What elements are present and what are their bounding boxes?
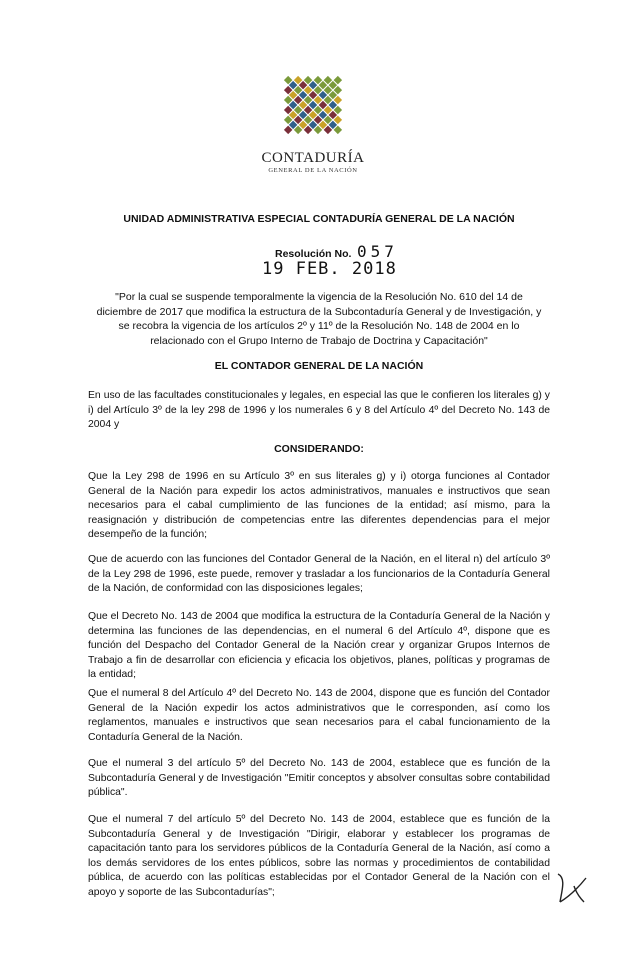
contaduria-logo: [258, 62, 368, 182]
considering-paragraph: Que la Ley 298 de 1996 en su Artículo 3º en sus literales g) y i) otorga funciones al Contador General de la Nación para expedir los actos administrativos, manuales e instructivos que sean necesarios para el cabal cumplimiento de las funciones de la entidad; así mismo, para la reasignación y distribución de competencias entre las diferentes dependencias para el mejor desempeño de la función;: [88, 471, 550, 541]
considering-paragraph: Que el numeral 3 del artículo 5º del Decreto No. 143 de 2004, establece que es función de la Subcontaduría General y de Investigación "Emitir conceptos y absolver consultas sobre contabilidad pública".: [88, 758, 550, 799]
resolution-date-stamp: 19 FEB. 2018: [262, 259, 397, 279]
signatory-heading: EL CONTADOR GENERAL DE LA NACIÓN: [214, 360, 424, 372]
considering-paragraph: Que el numeral 8 del Artículo 4º del Decreto No. 143 de 2004, dispone que es función del Contador General de la Nación expedir los actos administrativos que le corresponden, así como los reglamentos, manuales e instructivos que sean necesarios para el cabal funcionamiento de la Contaduría General de la Nación.: [88, 688, 550, 743]
resolution-summary: "Por la cual se suspende temporalmente la vigencia de la Resolución No. 610 del 14 de diciembre de 2017 que modifica la estructura de la Subcontaduría General y de Investigación, y se recobra la vigencia de los artículos 2º y 11º de la Resolución No. 148 de 2004 en lo relacionado con el Grupo Interno de Trabajo de Doctrina y Capacitación": [96, 291, 542, 347]
resolution-number: 057: [357, 242, 398, 261]
considering-paragraph: Que el numeral 7 del artículo 5º del Decreto No. 143 de 2004, establece que es función de la Subcontaduría General y de Investigación "Dirigir, elaborar y establecer los programas de capacitación tanto para los servidores públicos de la Contaduría General de la Nación, así como a los demás servidores de los entes públicos, sobre las normas y procedimientos de contabilidad pública, de acuerdo con las políticas establecidas por el Contador General de la Nación con el apoyo y soporte de las Subcontadurías";: [88, 814, 550, 898]
resolution-label: Resolución No.: [275, 248, 352, 260]
considering-heading: CONSIDERANDO:: [274, 443, 364, 455]
entity-heading: UNIDAD ADMINISTRATIVA ESPECIAL CONTADURÍA GENERAL DE LA NACIÓN: [123, 213, 515, 225]
preamble: En uso de las facultades constitucionales y legales, en especial las que le confieren los literales g) y i) del Artículo 3º de la ley 298 de 1996 y los numerales 6 y 8 del Artículo 4º del Decreto No. 143 de 2004 y: [88, 390, 550, 431]
considering-paragraph: Que de acuerdo con las funciones del Contador General de la Nación, en el literal n) del artículo 3º de la Ley 298 de 1996, este puede, remover y trasladar a los funcionarios de la Contaduría General de la Nación, de conformidad con las disposiciones legales;: [88, 554, 550, 595]
logo-subtitle: GENERAL DE LA NACIÓN: [268, 167, 358, 174]
contaduria-emblem-icon: [274, 62, 352, 148]
logo-name: CONTADURÍA: [261, 150, 365, 166]
handwritten-initial-mark: [552, 868, 592, 908]
considering-paragraph: Que el Decreto No. 143 de 2004 que modifica la estructura de la Contaduría General de la Nación y determina las funciones de las dependencias, en el numeral 6 del Artículo 4º, dispone que es función del Despacho del Contador General de la Nación crear y organizar Grupos Internos de Trabajo a fin de desarrollar con eficiencia y eficacia los objetivos, planes, políticas y programas de la entidad;: [88, 611, 550, 681]
